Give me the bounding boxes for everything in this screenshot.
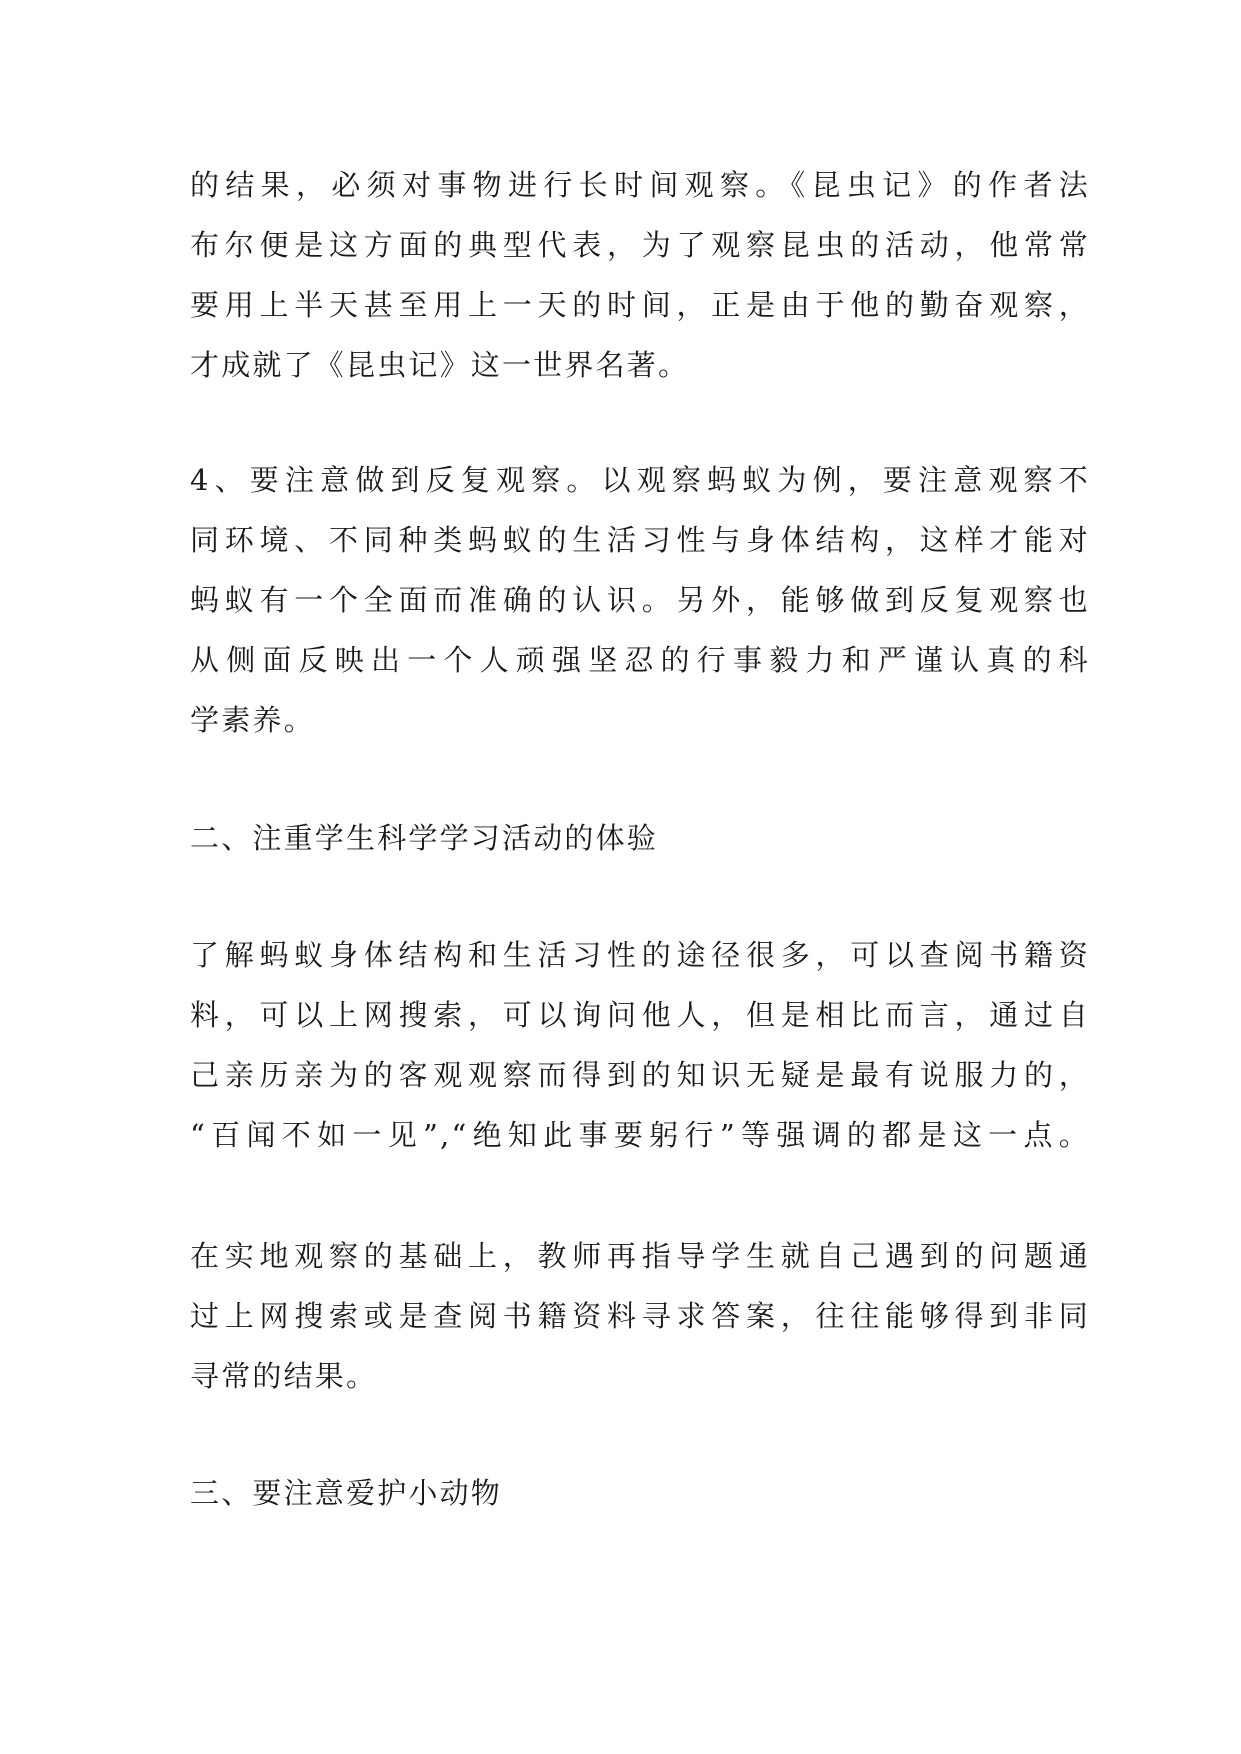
paragraph-repeated-observation	[190, 450, 1090, 750]
section-heading-three	[190, 1463, 1090, 1523]
text-line: “百闻不如一见”,“绝知此事要躬行”等强调的都是这一点。	[190, 1118, 1090, 1152]
text-line: 同环境、不同种类蚂蚁的生活习性与身体结构，这样才能对	[190, 523, 1090, 557]
text-line: 的结果，必须对事物进行长时间观察。《昆虫记》的作者法	[190, 168, 1090, 202]
text-line: 了解蚂蚁身体结构和生活习性的途径很多，可以查阅书籍资	[190, 938, 1090, 972]
text-line: 4、要注意做到反复观察。以观察蚂蚁为例，要注意观察不	[190, 463, 1090, 497]
text-line: 才成就了《昆虫记》这一世界名著。	[190, 348, 690, 382]
text-line: 寻常的结果。	[190, 1359, 378, 1393]
heading-text: 三、要注意爱护小动物	[190, 1476, 503, 1510]
text-line: 过上网搜索或是查阅书籍资料寻求答案，往往能够得到非同	[190, 1299, 1090, 1333]
heading-text: 二、注重学生科学学习活动的体验	[190, 821, 659, 855]
text-line: 布尔便是这方面的典型代表，为了观察昆虫的活动，他常常	[190, 228, 1090, 262]
text-line: 蚂蚁有一个全面而准确的认识。另外，能够做到反复观察也	[190, 583, 1090, 617]
paragraph-field-observation	[190, 1226, 1090, 1406]
paragraph-learning-experience	[190, 925, 1090, 1165]
text-line: 要用上半天甚至用上一天的时间，正是由于他的勤奋观察，	[190, 288, 1090, 322]
text-line: 料，可以上网搜索，可以询问他人，但是相比而言，通过自	[190, 998, 1090, 1032]
text-line: 在实地观察的基础上，教师再指导学生就自己遇到的问题通	[190, 1239, 1090, 1273]
section-heading-two	[190, 808, 1090, 868]
paragraph-observation-duration	[190, 155, 1090, 395]
text-line: 己亲历亲为的客观观察而得到的知识无疑是最有说服力的，	[190, 1058, 1090, 1092]
text-line: 从侧面反映出一个人顽强坚忍的行事毅力和严谨认真的科	[190, 643, 1090, 677]
text-line: 学素养。	[190, 703, 315, 737]
